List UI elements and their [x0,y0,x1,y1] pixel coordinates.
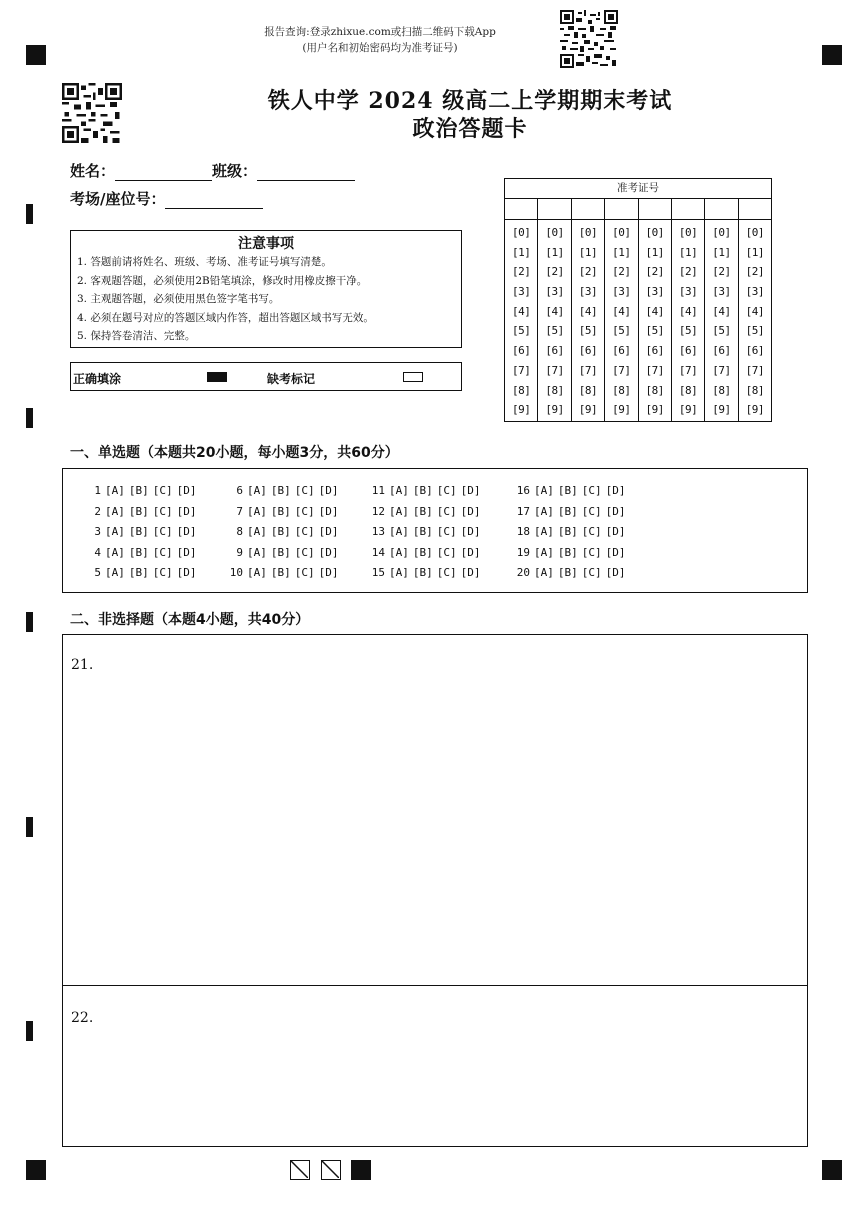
exam-id-bubble[interactable]: [4] [712,304,731,318]
choice-bubble[interactable]: [B] [557,566,578,579]
choice-bubble[interactable]: [C] [152,525,173,538]
exam-id-bubble[interactable]: [4] [578,304,598,318]
exam-id-bubble[interactable]: [5] [712,324,731,338]
exam-id-bubble[interactable]: [8] [578,383,598,397]
exam-id-column [739,199,771,421]
choice-bubble[interactable]: [D] [460,484,481,497]
exam-id-bubble[interactable]: [2] [512,265,531,279]
exam-id-bubble[interactable]: [7] [612,363,631,377]
exam-id-column [538,199,571,421]
exam-id-bubble[interactable]: [5] [678,324,698,338]
choice-bubble[interactable]: [C] [152,484,173,497]
exam-id-bubble[interactable]: [1] [545,245,564,259]
exam-id-bubble[interactable]: [8] [545,383,564,397]
report-query-notice [230,24,530,56]
choice-question-row [219,481,343,502]
app-qr-code-icon [560,10,618,68]
choice-bubble[interactable]: [A] [534,484,554,497]
question-number: 1 [94,484,101,497]
question-number: 14 [371,545,385,559]
exam-id-bubble[interactable]: [3] [745,285,764,299]
question-number: 11 [371,484,385,497]
question-number: 8 [236,525,243,538]
exam-id-bubble[interactable]: [3] [545,285,564,299]
name-class-row [70,160,355,181]
exam-id-bubble[interactable]: [7] [512,363,531,377]
question-group [219,481,343,584]
credential-hint-line: (用户名和初始密码均为准考证号) [302,42,458,54]
exam-id-bubble[interactable]: [2] [645,265,664,279]
choice-bubble[interactable]: [C] [294,525,315,538]
choice-bubble[interactable]: [C] [581,545,602,559]
question-number: 13 [371,525,385,538]
exam-id-bubble[interactable]: [4] [512,304,531,318]
exam-id-bubble[interactable]: [6] [545,344,564,358]
choice-bubble[interactable]: [B] [270,484,291,497]
choice-question-row [506,543,630,564]
choice-bubble[interactable]: [B] [412,525,433,538]
section2-title: 二、非选择题（本题4小题，共40分） [70,612,310,628]
choice-bubble[interactable]: [D] [318,484,339,497]
choice-question-row [77,543,201,564]
choice-bubble[interactable]: [A] [534,504,554,518]
choice-bubble[interactable]: [D] [176,566,197,579]
choice-bubble[interactable]: [A] [247,566,267,579]
exam-id-bubble[interactable]: [3] [678,285,698,299]
seat-field[interactable] [165,193,263,209]
side-marker [26,204,33,224]
choice-question-row [506,563,630,584]
exam-id-bubble[interactable]: [1] [645,245,664,259]
choice-question-row [361,563,485,584]
corner-marker-bottom-right [822,1160,842,1180]
page-marker-slash [321,1160,341,1180]
page-marker-filled [351,1160,371,1180]
choice-question-row [219,543,343,564]
question-number: 17 [516,504,530,518]
choice-bubble[interactable]: [D] [176,525,197,538]
question-number: 10 [229,566,243,579]
choice-bubble[interactable]: [A] [534,525,554,538]
exam-id-bubble[interactable]: [3] [512,285,531,299]
exam-id-bubble[interactable]: [8] [612,383,631,397]
class-field[interactable] [257,165,355,181]
exam-id-bubble[interactable]: [8] [512,383,531,397]
choice-bubble[interactable]: [B] [128,525,149,538]
choice-bubble[interactable]: [C] [152,566,173,579]
exam-id-digit-box[interactable] [505,199,537,220]
choice-bubble[interactable]: [D] [318,545,339,559]
choice-question-row [219,502,343,523]
question-number-22: 22. [71,1010,94,1026]
exam-id-digit-box[interactable] [672,199,704,220]
question-number-21: 21. [71,657,94,673]
exam-id-bubble[interactable]: [1] [612,245,631,259]
exam-id-bubble[interactable]: [0] [578,226,598,239]
question-number: 16 [516,484,530,497]
choice-bubble[interactable]: [A] [247,484,267,497]
choice-bubble[interactable]: [D] [318,504,339,518]
exam-id-bubble[interactable]: [3] [712,285,731,299]
side-marker [26,1021,33,1041]
choice-question-row [361,481,485,502]
choice-bubble[interactable]: [C] [436,504,457,518]
absent-mark-label: 缺考标记 [267,372,316,386]
choice-bubble[interactable]: [C] [436,484,457,497]
exam-id-bubble[interactable]: [6] [578,344,598,358]
sheet-qr-code-icon [62,83,122,143]
choice-bubble[interactable]: [A] [247,504,267,518]
exam-id-bubble[interactable]: [0] [612,226,631,239]
exam-id-bubble[interactable]: [9] [612,403,631,417]
exam-id-bubble[interactable]: [1] [745,245,764,259]
choice-bubble[interactable]: [B] [270,504,291,518]
question-number: 19 [516,545,530,559]
choice-bubble[interactable]: [D] [460,525,481,538]
exam-id-columns [505,199,771,421]
choice-bubble[interactable]: [D] [605,525,626,538]
answer-area-q21[interactable] [62,634,808,986]
exam-id-bubble[interactable]: [8] [645,383,664,397]
name-label: 姓名： [70,162,116,180]
exam-id-bubble[interactable]: [0] [645,226,664,239]
exam-id-bubble[interactable]: [2] [578,265,598,279]
question-number: 7 [236,504,243,518]
class-label: 班级： [212,162,258,180]
choice-bubble[interactable]: [C] [436,525,457,538]
question-number: 5 [94,566,101,579]
choice-bubble[interactable]: [A] [389,566,409,579]
exam-id-bubble[interactable]: [8] [712,383,731,397]
choice-bubble[interactable]: [A] [389,504,409,518]
choice-bubble[interactable]: [D] [318,525,339,538]
choice-question-row [77,481,201,502]
exam-id-bubble[interactable]: [2] [678,265,698,279]
choice-bubble[interactable]: [D] [460,566,481,579]
exam-id-bubble[interactable]: [7] [578,363,598,377]
choice-question-row [361,543,485,564]
choice-question-row [506,522,630,543]
choice-bubble[interactable]: [B] [412,545,433,559]
question-group [506,481,630,584]
exam-id-bubble[interactable]: [9] [578,403,598,417]
choice-bubble[interactable]: [C] [581,525,602,538]
exam-id-bubble[interactable]: [5] [512,324,531,338]
side-marker [26,817,33,837]
question-number: 9 [236,545,243,559]
question-number: 6 [236,484,243,497]
choice-bubble[interactable]: [C] [152,545,173,559]
exam-id-bubble[interactable]: [5] [545,324,564,338]
answer-area-q22[interactable] [62,985,808,1147]
question-number: 18 [516,525,530,538]
exam-id-bubble[interactable]: [4] [545,304,564,318]
notice-item: 5. 保持答卷清洁、完整。 [77,330,196,342]
choice-bubble[interactable]: [A] [534,545,554,559]
choice-bubble[interactable]: [D] [318,566,339,579]
choice-bubble[interactable]: [B] [270,566,291,579]
exam-id-column [572,199,605,421]
question-number: 20 [516,566,530,579]
choice-bubble[interactable]: [B] [270,545,291,559]
choice-bubble[interactable]: [C] [294,566,315,579]
question-number: 3 [94,525,101,538]
notice-item: 2. 客观题答题，必须使用2B铅笔填涂，修改时用橡皮擦干净。 [77,274,368,287]
exam-id-column [639,199,672,421]
exam-id-bubble[interactable]: [1] [578,245,598,259]
choice-bubble[interactable]: [D] [176,545,197,559]
choice-bubble[interactable]: [A] [105,525,125,538]
exam-id-bubble[interactable]: [5] [578,324,598,338]
choice-bubble[interactable]: [B] [557,525,578,538]
exam-id-bubble[interactable]: [1] [678,245,698,259]
choice-question-row [506,502,630,523]
choice-question-row [77,502,201,523]
choice-bubble[interactable]: [B] [270,525,291,538]
exam-id-bubble[interactable]: [9] [745,403,764,417]
choice-bubble[interactable]: [A] [105,484,125,497]
choice-bubble[interactable]: [A] [105,504,125,518]
choice-bubble[interactable]: [C] [581,504,602,518]
choice-bubble[interactable]: [B] [557,545,578,559]
exam-id-bubble[interactable]: [5] [745,324,764,338]
exam-id-bubble[interactable]: [2] [712,265,731,279]
question-group [361,481,485,584]
exam-id-bubble[interactable]: [5] [612,324,631,338]
choice-question-row [506,481,630,502]
choice-bubble[interactable]: [D] [460,545,481,559]
choice-bubble[interactable]: [A] [389,545,409,559]
exam-id-digit-box[interactable] [639,199,671,220]
corner-marker-top-right [822,45,842,65]
exam-id-bubble[interactable]: [4] [645,304,664,318]
choice-bubble[interactable]: [A] [389,525,409,538]
choice-bubble[interactable]: [B] [557,504,578,518]
corner-marker-bottom-left [26,1160,46,1180]
exam-id-bubble[interactable]: [9] [512,403,531,417]
choice-bubble[interactable]: [C] [436,566,457,579]
choice-bubble[interactable]: [A] [247,545,267,559]
absent-mark-checkbox[interactable] [403,372,423,382]
choice-bubble[interactable]: [D] [605,484,626,497]
choice-bubble[interactable]: [A] [105,545,125,559]
correct-fill-label: 正确填涂 [73,372,122,386]
exam-id-bubble[interactable]: [5] [645,324,664,338]
choice-bubble[interactable]: [B] [128,545,149,559]
single-choice-area [62,468,808,593]
exam-id-bubble[interactable]: [6] [645,344,664,358]
name-field[interactable] [115,165,212,181]
exam-id-bubble[interactable]: [2] [612,265,631,279]
exam-id-bubble[interactable]: [1] [512,245,531,259]
exam-id-bubble[interactable]: [3] [612,285,631,299]
exam-id-bubble[interactable]: [8] [678,383,698,397]
choice-question-row [361,522,485,543]
exam-id-bubble[interactable]: [0] [545,226,564,239]
correct-fill-swatch [207,372,227,382]
choice-question-row [77,563,201,584]
question-number: 4 [94,545,101,559]
choice-bubble[interactable]: [C] [436,545,457,559]
exam-id-bubble[interactable]: [7] [545,363,564,377]
exam-id-bubble[interactable]: [9] [545,403,564,417]
exam-id-digit-box[interactable] [739,199,771,220]
exam-id-bubble[interactable]: [8] [745,383,764,397]
exam-id-digit-box[interactable] [538,199,570,220]
exam-id-column [605,199,638,421]
exam-id-bubble[interactable]: [0] [745,226,764,239]
fill-legend [70,362,462,391]
exam-id-heading: 准考证号 [505,179,771,199]
choice-bubble[interactable]: [B] [412,566,433,579]
exam-id-bubble[interactable]: [7] [645,363,664,377]
choice-bubble[interactable]: [D] [605,566,626,579]
exam-id-bubble[interactable]: [9] [645,403,664,417]
section1-title: 一、单选题（本题共20小题，每小题3分，共60分） [70,445,399,461]
side-marker [26,408,33,428]
choice-question-row [219,563,343,584]
exam-id-bubble[interactable]: [0] [512,226,531,239]
notice-item: 4. 必须在题号对应的答题区域内作答，超出答题区域书写无效。 [77,311,374,324]
exam-id-digit-box[interactable] [705,199,737,220]
choice-bubble[interactable]: [B] [128,484,149,497]
choice-bubble[interactable]: [B] [412,484,433,497]
exam-id-bubble[interactable]: [6] [745,344,764,358]
choice-bubble[interactable]: [D] [605,545,626,559]
seat-label: 考场/座位号： [70,190,166,208]
page-marker-slash [290,1160,310,1180]
exam-id-bubble[interactable]: [0] [678,226,698,239]
choice-bubble[interactable]: [A] [389,484,409,497]
exam-id-bubble[interactable]: [2] [745,265,764,279]
notice-item: 1. 答题前请将姓名、班级、考场、准考证号填写清楚。 [77,256,332,268]
exam-id-bubble[interactable]: [9] [678,403,698,417]
exam-id-column [672,199,705,421]
exam-id-column [505,199,538,421]
sheet-subtitle: 政治答题卡 [412,116,528,142]
exam-id-bubble[interactable]: [3] [645,285,664,299]
exam-id-bubble[interactable]: [3] [578,285,598,299]
choice-bubble[interactable]: [B] [128,566,149,579]
question-number: 12 [371,504,385,518]
exam-id-bubble[interactable]: [9] [712,403,731,417]
exam-id-bubble[interactable]: [6] [678,344,698,358]
exam-id-bubble[interactable]: [6] [612,344,631,358]
exam-id-bubble[interactable]: [4] [678,304,698,318]
exam-id-digit-box[interactable] [605,199,637,220]
exam-id-digit-box[interactable] [572,199,604,220]
exam-id-bubble[interactable]: [4] [745,304,764,318]
choice-bubble[interactable]: [D] [176,504,197,518]
choice-bubble[interactable]: [A] [247,525,267,538]
notice-heading: 注意事项 [238,236,294,252]
notice-item: 3. 主观题答题，必须使用黑色签字笔书写。 [77,293,280,305]
exam-id-bubble[interactable]: [0] [712,226,731,239]
choice-bubble[interactable]: [C] [152,504,173,518]
choice-bubble[interactable]: [A] [105,566,125,579]
choice-bubble[interactable]: [C] [294,484,315,497]
report-query-line: 报告查询:登录zhixue.com或扫描二维码下载App [264,26,496,38]
choice-bubble[interactable]: [C] [581,484,602,497]
choice-bubble[interactable]: [B] [557,484,578,497]
exam-id-bubble[interactable]: [4] [612,304,631,318]
choice-bubble[interactable]: [C] [294,504,315,518]
exam-id-grid [504,178,772,422]
exam-title: 铁人中学 2024 级高二上学期期末考试 [267,88,673,114]
choice-bubble[interactable]: [C] [294,545,315,559]
exam-id-bubble[interactable]: [7] [745,363,764,377]
choice-bubble[interactable]: [D] [176,484,197,497]
choice-question-row [77,522,201,543]
choice-bubble[interactable]: [B] [128,504,149,518]
question-number: 2 [94,504,101,518]
seat-row [70,188,263,209]
choice-question-row [219,522,343,543]
exam-id-bubble[interactable]: [2] [545,265,564,279]
choice-question-row [361,502,485,523]
choice-bubble[interactable]: [A] [534,566,554,579]
choice-bubble[interactable]: [C] [581,566,602,579]
exam-id-bubble[interactable]: [7] [678,363,698,377]
question-number: 15 [371,566,385,579]
exam-id-bubble[interactable]: [1] [712,245,731,259]
choice-bubble[interactable]: [B] [412,504,433,518]
side-marker [26,612,33,632]
exam-id-column [705,199,738,421]
notice-box [70,230,462,348]
question-group [77,481,201,584]
exam-id-bubble[interactable]: [7] [712,363,731,377]
exam-id-bubble[interactable]: [6] [712,344,731,358]
corner-marker-top-left [26,45,46,65]
choice-bubble[interactable]: [D] [460,504,481,518]
choice-bubble[interactable]: [D] [605,504,626,518]
exam-id-bubble[interactable]: [6] [512,344,531,358]
